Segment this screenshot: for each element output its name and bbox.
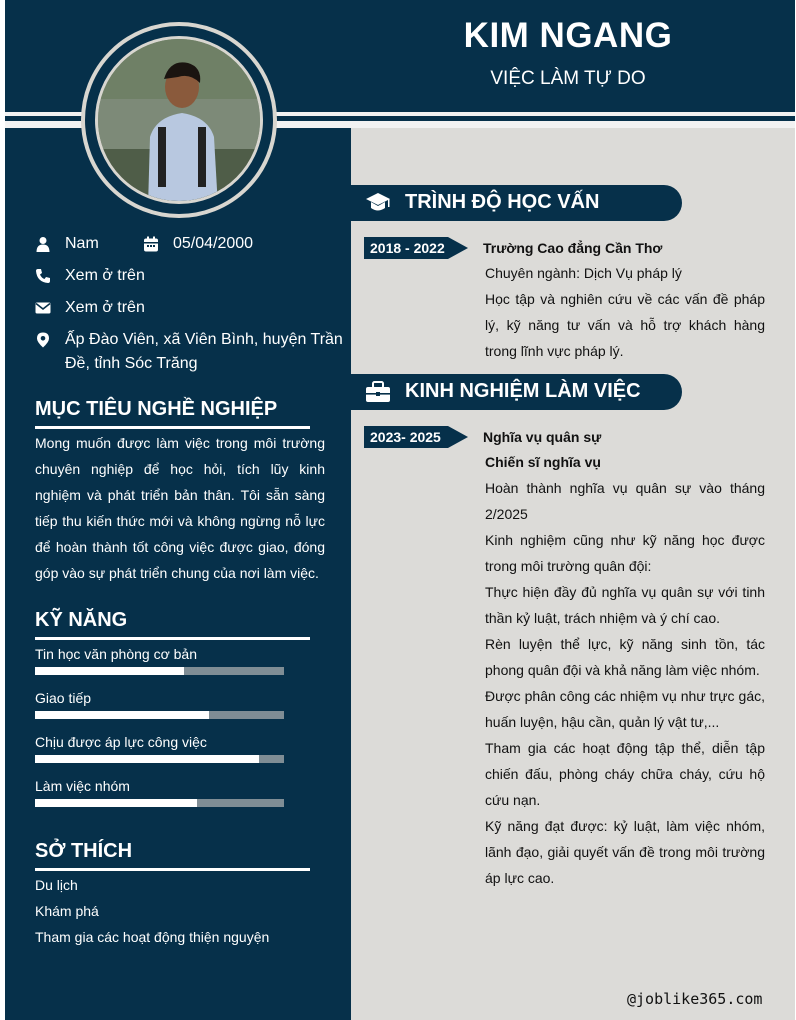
education-header [351,185,682,221]
experience-line: Kinh nghiệm cũng như kỹ năng học được trong môi trường quân đội: [485,532,765,574]
hobby-item: Tham gia các hoạt động thiện nguyện [35,929,270,945]
experience-title: KINH NGHIỆM LÀM VIỆC [405,380,641,402]
experience-line: Kỹ năng đạt được: kỷ luật, làm việc nhóm, lãnh đạo, giải quyết vấn đề trong môi trường áp lực cao. [485,818,765,886]
skill-bar [35,711,284,719]
location-pin-icon [35,332,51,348]
education-school: Trường Cao đẳng Cần Thơ [483,240,663,256]
education-major: Chuyên ngành: Dịch Vụ pháp lý [485,265,682,281]
experience-position: Chiến sĩ nghĩa vụ [485,454,601,470]
profile-photo [95,36,263,204]
hobbies-title: SỞ THÍCH [35,840,133,862]
skills-title: KỸ NĂNG [35,609,128,631]
skill-bar-fill [35,711,209,719]
skill-name: Chịu được áp lực công việc [35,734,207,750]
mail-icon [35,300,51,316]
education-title: TRÌNH ĐỘ HỌC VẤN [405,191,600,213]
candidate-name: KIM NGANG [463,16,673,55]
gender-value: Nam [65,235,99,252]
experience-header [351,374,682,410]
skill-bar-fill [35,667,184,675]
objective-text: Mong muốn được làm việc trong môi trường chuyên nghiệp để học hỏi, tích lũy kinh nghiệm và phát triển bản thân. Tôi sẵn sàng tiếp thu kiến thức mới và không ngừng nỗ lực để hoàn thành tốt công việc được giao, đóng góp vào sự phát triển chung của nơi làm việc. [35,435,325,581]
graduation-cap-icon [365,191,391,215]
skill-bar [35,799,284,807]
skill-name: Tin học văn phòng cơ bản [35,646,197,662]
skill-bar-fill [35,755,259,763]
experience-line: Tham gia các hoạt động tập thể, diễn tập chiến đấu, phòng cháy chữa cháy, cứu hộ cứu nạn. [485,740,765,808]
birthday-value: 05/04/2000 [173,235,254,252]
experience-line: Rèn luyện thể lực, kỹ năng sinh tồn, tác phong quân đội và khả năng làm việc nhóm. [485,636,765,678]
skill-name: Giao tiếp [35,690,92,706]
experience-line: Được phân công các nhiệm vụ như trực gác, huấn luyện, hậu cần, quản lý vật tư,... [485,688,765,730]
email-value: Xem ở trên [65,299,145,316]
candidate-role: VIỆC LÀM TỰ DO [490,68,646,89]
hobby-item: Du lịch [35,877,78,893]
calendar-icon [143,236,159,252]
education-period-label [364,237,468,259]
phone-value: Xem ở trên [65,267,145,284]
objective-title: MỤC TIÊU NGHỀ NGHIỆP [35,398,278,420]
phone-icon [35,268,51,284]
skill-bar [35,667,284,675]
experience-period: 2023- 2025 [370,429,441,445]
education-period: 2018 - 2022 [370,240,445,256]
address-value: Ấp Đào Viên, xã Viên Bình, huyện Trần Đề, tỉnh Sóc Trăng [65,331,343,372]
objective-rule [35,426,310,429]
hobbies-rule [35,868,310,871]
experience-organization: Nghĩa vụ quân sự [483,429,602,445]
education-description: Học tập và nghiên cứu về các vấn đề pháp lý, kỹ năng tư vấn và hỗ trợ khách hàng trong lĩnh vực pháp lý. [485,291,765,359]
skills-rule [35,637,310,640]
watermark: @joblike365.com [627,990,763,1008]
cv-page [5,0,795,1020]
skill-bar [35,755,284,763]
briefcase-icon [365,380,391,404]
profile-photo-frame [81,22,277,218]
experience-period-label [364,426,468,448]
experience-line: Hoàn thành nghĩa vụ quân sự vào tháng 2/2025 [485,480,765,522]
skill-name: Làm việc nhóm [35,778,130,794]
hobby-item: Khám phá [35,903,99,919]
person-icon [35,236,51,252]
experience-line: Thực hiện đầy đủ nghĩa vụ quân sự với tinh thần kỷ luật, trách nhiệm và ý chí cao. [485,584,765,626]
skill-bar-fill [35,799,197,807]
